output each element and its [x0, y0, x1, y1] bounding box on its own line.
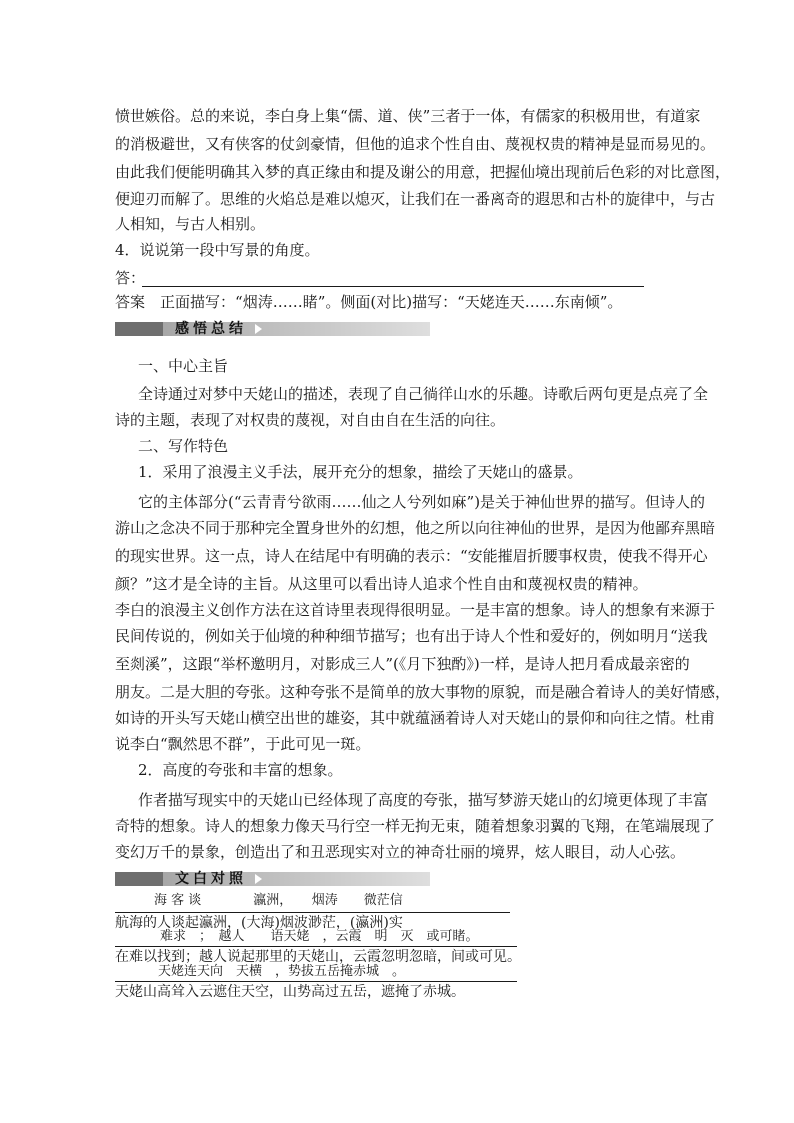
section-title: 文白对照	[175, 871, 247, 887]
paragraph-line: 颜？”这才是全诗的主旨。从这里可以看出诗人追求个性自由和蔑视权贵的精神。	[115, 575, 648, 593]
answer-blank-line	[142, 286, 644, 287]
paragraph-line: 全诗通过对梦中天姥山的描述，表现了自己徜徉山水的乐趣。诗歌后两句更是点亮了全	[138, 385, 709, 403]
arrow-icon	[255, 324, 262, 334]
translation-line: 天姥山高耸入云遮住天空，山势高过五岳，遮掩了赤城。	[115, 984, 465, 1000]
arrow-icon	[255, 874, 262, 884]
paragraph-line: 它的主体部分(“云青青兮欲雨……仙之人兮列如麻”)是关于神仙世界的描写。但诗人的	[138, 493, 706, 511]
answer-row	[115, 290, 622, 314]
original-text-line: 难求 ； 越人 语天姥 ，云霞 明 灭 或可睹。	[160, 929, 479, 944]
answer-prompt: 答：	[115, 269, 146, 287]
section-header-compare	[115, 872, 430, 886]
paragraph-line: 至剡溪”，这跟“举杯邀明月，对影成三人”(《月下独酌》)一样，是诗人把月看成最亲密的	[115, 655, 690, 673]
paragraph-line: 由此我们便能明确其入梦的真正缘由和提及谢公的用意，把握仙境出现前后色彩的对比意图，	[115, 163, 731, 181]
divider	[115, 981, 517, 982]
paragraph-line: 如诗的开头写天姥山横空出世的雄姿，其中就蕴涵着诗人对天姥山的景仰和向往之情。杜甫	[115, 709, 716, 727]
paragraph-line: 作者描写现实中的天姥山已经体现了高度的夸张，描写梦游天姥山的幻境更体现了丰富	[138, 791, 709, 809]
section-bar-accent	[115, 322, 163, 336]
answer-label: 答案	[115, 293, 146, 311]
paragraph-line: 朋友。二是大胆的夸张。这种夸张不是简单的放大事物的原貌，而是融合着诗人的美好情感，	[115, 683, 731, 701]
translation-line: 航海的人谈起瀛洲，(大海)烟波渺茫，(瀛洲)实	[115, 915, 403, 931]
paragraph-line: 民间传说的，例如关于仙境的种种细节描写；也有出于诗人个性和爱好的，例如明月“送我	[115, 627, 708, 645]
translation-line: 在难以找到；越人说起那里的天姥山，云霞忽明忽暗，间或可见。	[115, 949, 521, 965]
paragraph-line: 奇特的想象。诗人的想象力像天马行空一样无拘无束，随着想象羽翼的飞翔，在笔端展现了	[115, 817, 716, 835]
divider	[115, 946, 517, 947]
section-title: 感悟总结	[175, 321, 247, 337]
paragraph-line: 游山之念决不同于那种完全置身世外的幻想，他之所以向往神仙的世界，是因为他鄙弃黑暗	[115, 519, 716, 537]
section-header-summary	[115, 322, 430, 336]
answer-text: 正面描写：“烟涛……睹”。侧面(对比)描写：“天姥连天……东南倾”。	[160, 293, 623, 311]
divider	[115, 912, 510, 913]
feature-item-2: 2．高度的夸张和丰富的想象。	[138, 761, 343, 779]
paragraph-line: 变幻万千的景象，创造出了和丑恶现实对立的神奇壮丽的境界，炫人眼目，动人心弦。	[115, 843, 686, 861]
question-4: 4．说说第一段中写景的角度。	[115, 241, 320, 259]
section-bar-accent	[115, 872, 163, 886]
paragraph-line: 的现实世界。这一点，诗人在结尾中有明确的表示：“安能摧眉折腰事权贵，使我不得开心	[115, 547, 708, 565]
paragraph-line: 李白的浪漫主义创作方法在这首诗里表现得很明显。一是丰富的想象。诗人的想象有来源于	[115, 601, 716, 619]
original-text-line: 天姥连天向 天横 ，势拔五岳掩赤城 。	[158, 964, 406, 979]
heading-features: 二、写作特色	[138, 437, 229, 455]
feature-item-1: 1．采用了浪漫主义手法，展开充分的想象，描绘了天姥山的盛景。	[138, 463, 583, 481]
heading-main-idea: 一、中心主旨	[138, 357, 229, 375]
paragraph-line: 人相知，与古人相别。	[115, 215, 266, 233]
paragraph-line: 便迎刃而解了。思维的火焰总是难以熄灭，让我们在一番离奇的遐思和古朴的旋律中，与古	[115, 190, 716, 208]
original-text-line: 海 客 谈 瀛洲， 烟涛 微茫信	[154, 893, 403, 908]
paragraph-line: 愤世嫉俗。总的来说，李白身上集“儒、道、侠”三者于一体，有儒家的积极用世，有道家	[115, 107, 701, 125]
paragraph-line: 的消极避世，又有侠客的仗剑豪情，但他的追求个性自由、蔑视权贵的精神是显而易见的。	[115, 135, 716, 153]
paragraph-line: 说李白“飘然思不群”，于此可见一斑。	[115, 735, 371, 753]
paragraph-line: 诗的主题，表现了对权贵的蔑视，对自由自在生活的向往。	[115, 411, 506, 429]
